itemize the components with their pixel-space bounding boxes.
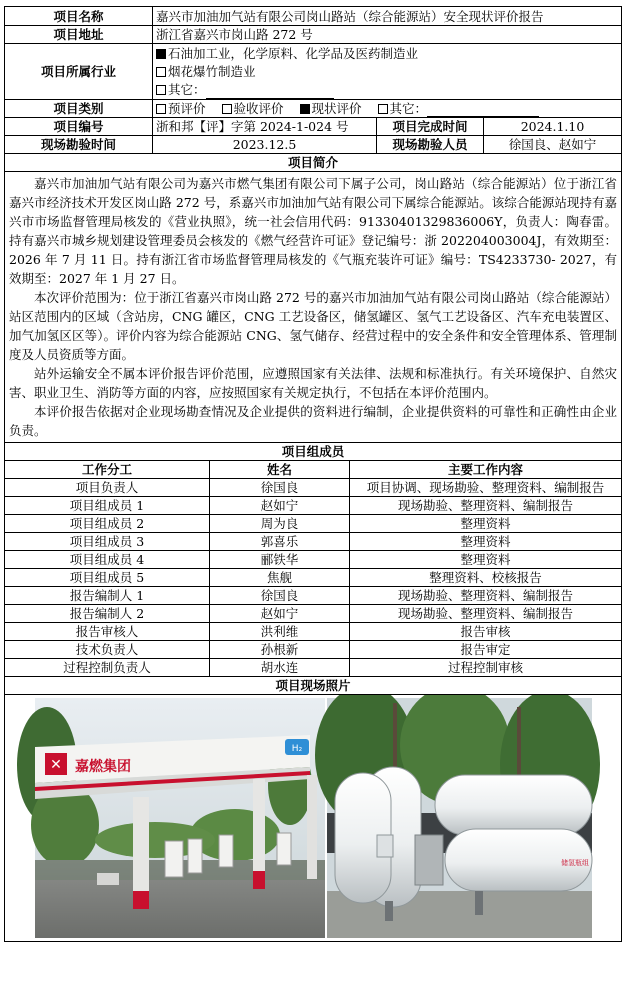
- team-row: [5, 587, 622, 605]
- svg-text:✕: ✕: [50, 757, 62, 773]
- project-address-label: 项目地址: [5, 26, 153, 44]
- canopy-photo: [17, 698, 325, 938]
- evaluation-form: [4, 6, 621, 942]
- team-rows: [5, 479, 622, 677]
- team-row: [5, 479, 622, 497]
- team-row: [5, 605, 622, 623]
- survey-staff-value: 徐国良、赵如宁: [484, 136, 622, 154]
- team-member-name: 赵如宁: [210, 497, 350, 515]
- team-duty: 现场勘验、整理资料、编制报告: [350, 497, 622, 515]
- team-member-name: 胡水连: [210, 659, 350, 677]
- valve-frame: [415, 835, 443, 885]
- category-option[interactable]: 预评价: [156, 101, 206, 116]
- industry-option[interactable]: 烟花爆竹制造业: [156, 63, 618, 81]
- other-blank[interactable]: [206, 84, 334, 99]
- team-member-name: 郦铁华: [210, 551, 350, 569]
- team-duty: 报告审定: [350, 641, 622, 659]
- tank-label: 储氢瓶组: [561, 859, 589, 867]
- industry-option[interactable]: 石油加工业，化学原料、化学品及医药制造业: [156, 45, 618, 63]
- site-photos: [5, 695, 622, 942]
- team-role: 项目组成员 3: [5, 533, 210, 551]
- checkbox-icon[interactable]: [156, 67, 166, 77]
- checkbox-checked-icon[interactable]: [156, 49, 166, 59]
- team-duty: 整理资料: [350, 551, 622, 569]
- storage-tank: [435, 775, 592, 891]
- team-row: [5, 569, 622, 587]
- project-name-label: 项目名称: [5, 7, 153, 26]
- team-duty: 现场勘验、整理资料、编制报告: [350, 605, 622, 623]
- team-role: 项目组成员 2: [5, 515, 210, 533]
- summary-body: [5, 172, 622, 443]
- canopy-brand: 嘉燃集团: [75, 759, 131, 775]
- project-number-value: 浙和邦【评】字第 2024-1-024 号: [153, 118, 377, 136]
- category-option[interactable]: 现状评价: [300, 101, 362, 116]
- team-member-name: 洪利维: [210, 623, 350, 641]
- checkbox-icon[interactable]: [222, 104, 232, 114]
- team-duty: 现场勘验、整理资料、编制报告: [350, 587, 622, 605]
- team-row: [5, 497, 622, 515]
- category-options: [153, 100, 622, 118]
- team-role: 过程控制负责人: [5, 659, 210, 677]
- summary-paragraph: 嘉兴市加油加气站有限公司为嘉兴市燃气集团有限公司下属子公司，岗山路站（综合能源站）位于浙江省嘉兴市经济技术开发区岗山路 272 号，系嘉兴市加油加气站有限公司下属综合能源站。该综合能源站现持有嘉兴市市场监督管理局核发的《营业执照》，统一社会信用代码：91330401329836006Y，负责人：陶春雷。持有嘉兴市城乡规划建设管理委员会核发的《燃气经营许可证》登记编号：浙 202204003004J，有效期至：2026 年 7 月 11 日。持有浙江省市场监督管理局核发的《气瓶充装许可证》编号：TS4233730- 2027，有效期至：2027 年 1 月 27 日。: [9, 176, 618, 286]
- team-role: 项目负责人: [5, 479, 210, 497]
- team-member-name: 焦舰: [210, 569, 350, 587]
- summary-paragraph: 站外运输安全不属本评价报告评价范围，应遵照国家有关法律、法规和标准执行。有关环境保护、自然灾害、职业卫生、消防等方面的内容，应按照国家有关规定执行，不包括在本评价范围内。: [9, 366, 618, 400]
- team-role: 报告审核人: [5, 623, 210, 641]
- info-table: [4, 6, 622, 443]
- summary-title: 项目简介: [5, 154, 622, 172]
- site-photos-canvas: [5, 695, 622, 941]
- team-duty: 整理资料: [350, 515, 622, 533]
- team-role: 报告编制人 1: [5, 587, 210, 605]
- team-role: 报告编制人 2: [5, 605, 210, 623]
- team-role: 技术负责人: [5, 641, 210, 659]
- storage-tank: [335, 767, 421, 907]
- survey-staff-label: 现场勘验人员: [377, 136, 484, 154]
- summary-paragraph: 本次评价范围为：位于浙江省嘉兴市岗山路 272 号的嘉兴市加油加气站有限公司岗山路站（综合能源站）站区范围内的区域（含站房，CNG 罐区，CNG 工艺设备区，储氢罐区、氢气工艺设备区、汽车充电装置区、加气加氢区区等）。评价内容为综合能源站 CNG、氢气储存、经营过程中的安全条件和安全管理体系、管理制度及人员资质等方面。: [9, 290, 618, 362]
- team-header-duty: 主要工作内容: [350, 461, 622, 479]
- team-row: [5, 659, 622, 677]
- team-member-name: 郭喜乐: [210, 533, 350, 551]
- category-option[interactable]: 其它：: [378, 101, 540, 116]
- other-blank[interactable]: [427, 102, 539, 117]
- category-label: 项目类别: [5, 100, 153, 118]
- team-table: [4, 442, 622, 942]
- team-row: [5, 641, 622, 659]
- industry-label: 项目所属行业: [5, 44, 153, 100]
- team-row: [5, 623, 622, 641]
- team-member-name: 徐国良: [210, 479, 350, 497]
- team-duty: 整理资料: [350, 533, 622, 551]
- checkbox-checked-icon[interactable]: [300, 104, 310, 114]
- team-header-name: 姓名: [210, 461, 350, 479]
- industry-options: [153, 44, 622, 100]
- team-row: [5, 515, 622, 533]
- team-row: [5, 533, 622, 551]
- team-member-name: 周为良: [210, 515, 350, 533]
- project-name-value: 嘉兴市加油加气站有限公司岗山路站（综合能源站）安全现状评价报告: [153, 7, 622, 26]
- team-header-role: 工作分工: [5, 461, 210, 479]
- industry-option[interactable]: 其它：: [156, 81, 618, 99]
- checkbox-icon[interactable]: [156, 85, 166, 95]
- tank-photo: [315, 695, 600, 938]
- canopy-badge: H₂: [291, 744, 303, 754]
- summary-paragraph: 本评价报告依据对企业现场勘查情况及企业提供的资料进行编制，企业提供资料的可靠性和正确性由企业负责。: [9, 404, 618, 438]
- team-role: 项目组成员 4: [5, 551, 210, 569]
- team-duty: 项目协调、现场勘验、整理资料、编制报告: [350, 479, 622, 497]
- category-option[interactable]: 验收评价: [222, 101, 284, 116]
- project-number-label: 项目编号: [5, 118, 153, 136]
- completion-time-value: 2024.1.10: [484, 118, 622, 136]
- team-role: 项目组成员 1: [5, 497, 210, 515]
- team-duty: 报告审核: [350, 623, 622, 641]
- team-duty: 过程控制审核: [350, 659, 622, 677]
- survey-time-label: 现场勘验时间: [5, 136, 153, 154]
- team-member-name: 孙根新: [210, 641, 350, 659]
- team-duty: 整理资料、校核报告: [350, 569, 622, 587]
- team-title: 项目组成员: [5, 443, 622, 461]
- team-row: [5, 551, 622, 569]
- photos-title: 项目现场照片: [5, 677, 622, 695]
- survey-time-value: 2023.12.5: [153, 136, 377, 154]
- completion-time-label: 项目完成时间: [377, 118, 484, 136]
- team-member-name: 赵如宁: [210, 605, 350, 623]
- checkbox-icon[interactable]: [378, 104, 388, 114]
- project-address-value: 浙江省嘉兴市岗山路 272 号: [153, 26, 622, 44]
- team-role: 项目组成员 5: [5, 569, 210, 587]
- team-member-name: 徐国良: [210, 587, 350, 605]
- checkbox-icon[interactable]: [156, 104, 166, 114]
